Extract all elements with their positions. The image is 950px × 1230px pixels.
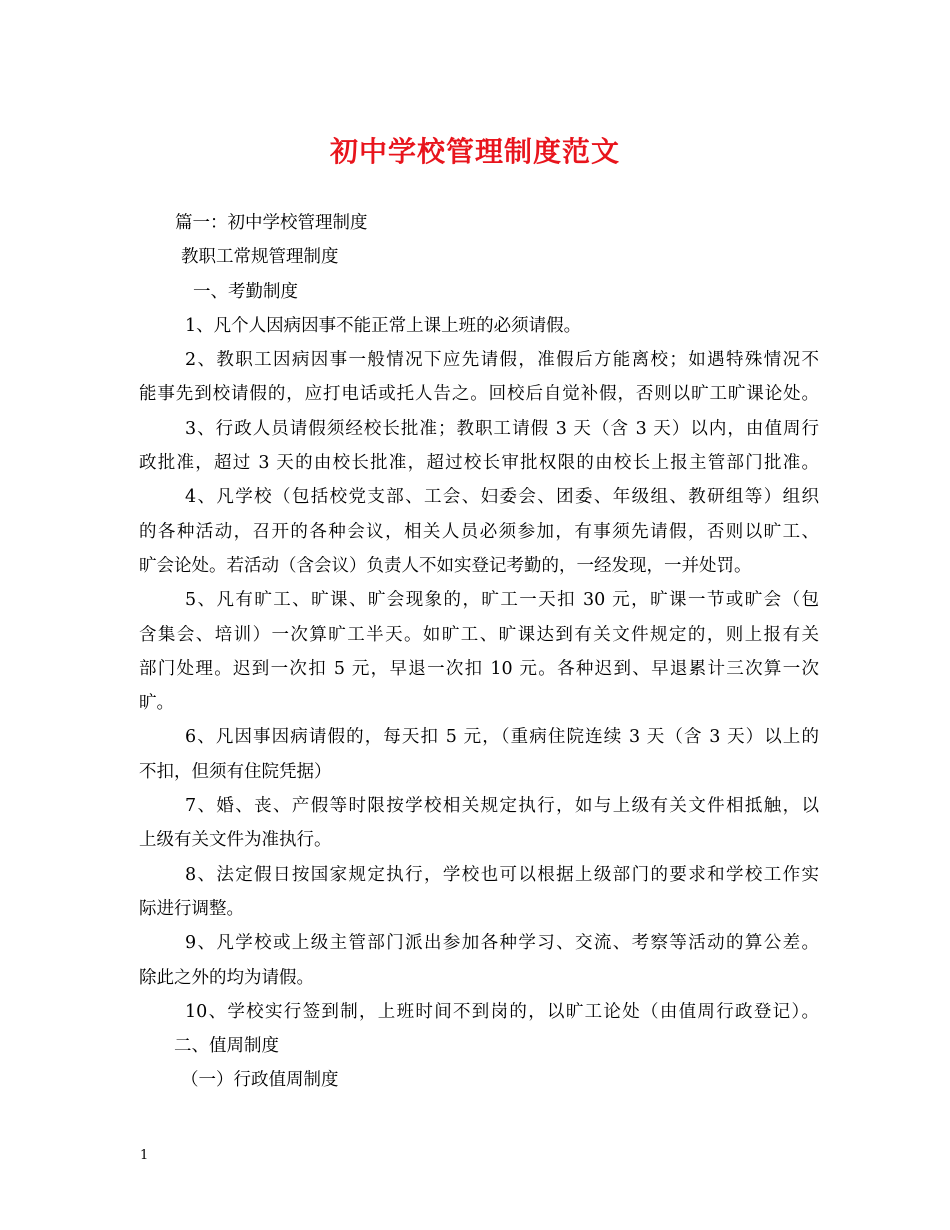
paragraph-line: 旷。 bbox=[139, 693, 174, 714]
paragraph-line: 7、婚、丧、产假等时限按学校相关规定执行，如与上级有关文件相抵触，以 bbox=[185, 796, 819, 817]
clause-heading: 二、值周制度 bbox=[174, 1036, 279, 1057]
paragraph-line: 除此之外的均为请假。 bbox=[139, 967, 314, 988]
paragraph-line: 含集会、培训）一次算旷工半天。如旷工、旷课达到有关文件规定的，则上报有关 bbox=[139, 624, 819, 645]
clause-heading: 一、考勤制度 bbox=[193, 281, 298, 302]
paragraph-line: 10、学校实行签到制，上班时间不到岗的，以旷工论处（由值周行政登记）。 bbox=[185, 1001, 819, 1022]
paragraph-line: 8、法定假日按国家规定执行，学校也可以根据上级部门的要求和学校工作实 bbox=[185, 864, 819, 885]
document-title: 初中学校管理制度范文 bbox=[329, 135, 620, 168]
paragraph-line: 4、凡学校（包括校党支部、工会、妇委会、团委、年级组、教研组等）组织 bbox=[185, 487, 819, 508]
section-heading: 篇一：初中学校管理制度 bbox=[175, 213, 368, 233]
paragraph-line: 6、凡因事因病请假的，每天扣 5 元，（重病住院连续 3 天（含 3 天）以上的 bbox=[185, 727, 819, 748]
subclause-heading: （一）行政值周制度 bbox=[181, 1070, 339, 1091]
paragraph-line: 的各种活动，召开的各种会议，相关人员必须参加，有事须先请假，否则以旷工、 bbox=[139, 521, 819, 542]
paragraph-line: 政批准，超过 3 天的由校长批准，超过校长审批权限的由校长上报主管部门批准。 bbox=[139, 453, 819, 474]
paragraph-line: 2、教职工因病因事一般情况下应先请假，准假后方能离校；如遇特殊情况不 bbox=[185, 350, 819, 371]
paragraph-line: 1、凡个人因病因事不能正常上课上班的必须请假。 bbox=[185, 315, 582, 336]
paragraph-line: 9、凡学校或上级主管部门派出参加各种学习、交流、考察等活动的算公差。 bbox=[185, 933, 819, 954]
paragraph-line: 部门处理。迟到一次扣 5 元，早退一次扣 10 元。各种迟到、早退累计三次算一次 bbox=[139, 658, 819, 679]
paragraph-line: 能事先到校请假的，应打电话或托人告之。回校后自觉补假，否则以旷工旷课论处。 bbox=[139, 384, 819, 405]
paragraph-line: 旷会论处。若活动（含会议）负责人不如实登记考勤的，一经发现，一并处罚。 bbox=[139, 555, 752, 576]
paragraph-line: 5、凡有旷工、旷课、旷会现象的，旷工一天扣 30 元，旷课一节或旷会（包 bbox=[185, 590, 819, 611]
paragraph-line: 3、行政人员请假须经校长批准；教职工请假 3 天（含 3 天）以内，由值周行 bbox=[185, 418, 819, 439]
paragraph-line: 不扣，但须有住院凭据） bbox=[139, 761, 332, 782]
page-number: 1 bbox=[140, 1148, 149, 1163]
paragraph-line: 上级有关文件为准执行。 bbox=[139, 830, 332, 851]
subsection-heading: 教职工常规管理制度 bbox=[181, 247, 339, 268]
document-body bbox=[139, 206, 819, 1098]
paragraph-line: 际进行调整。 bbox=[139, 898, 244, 919]
